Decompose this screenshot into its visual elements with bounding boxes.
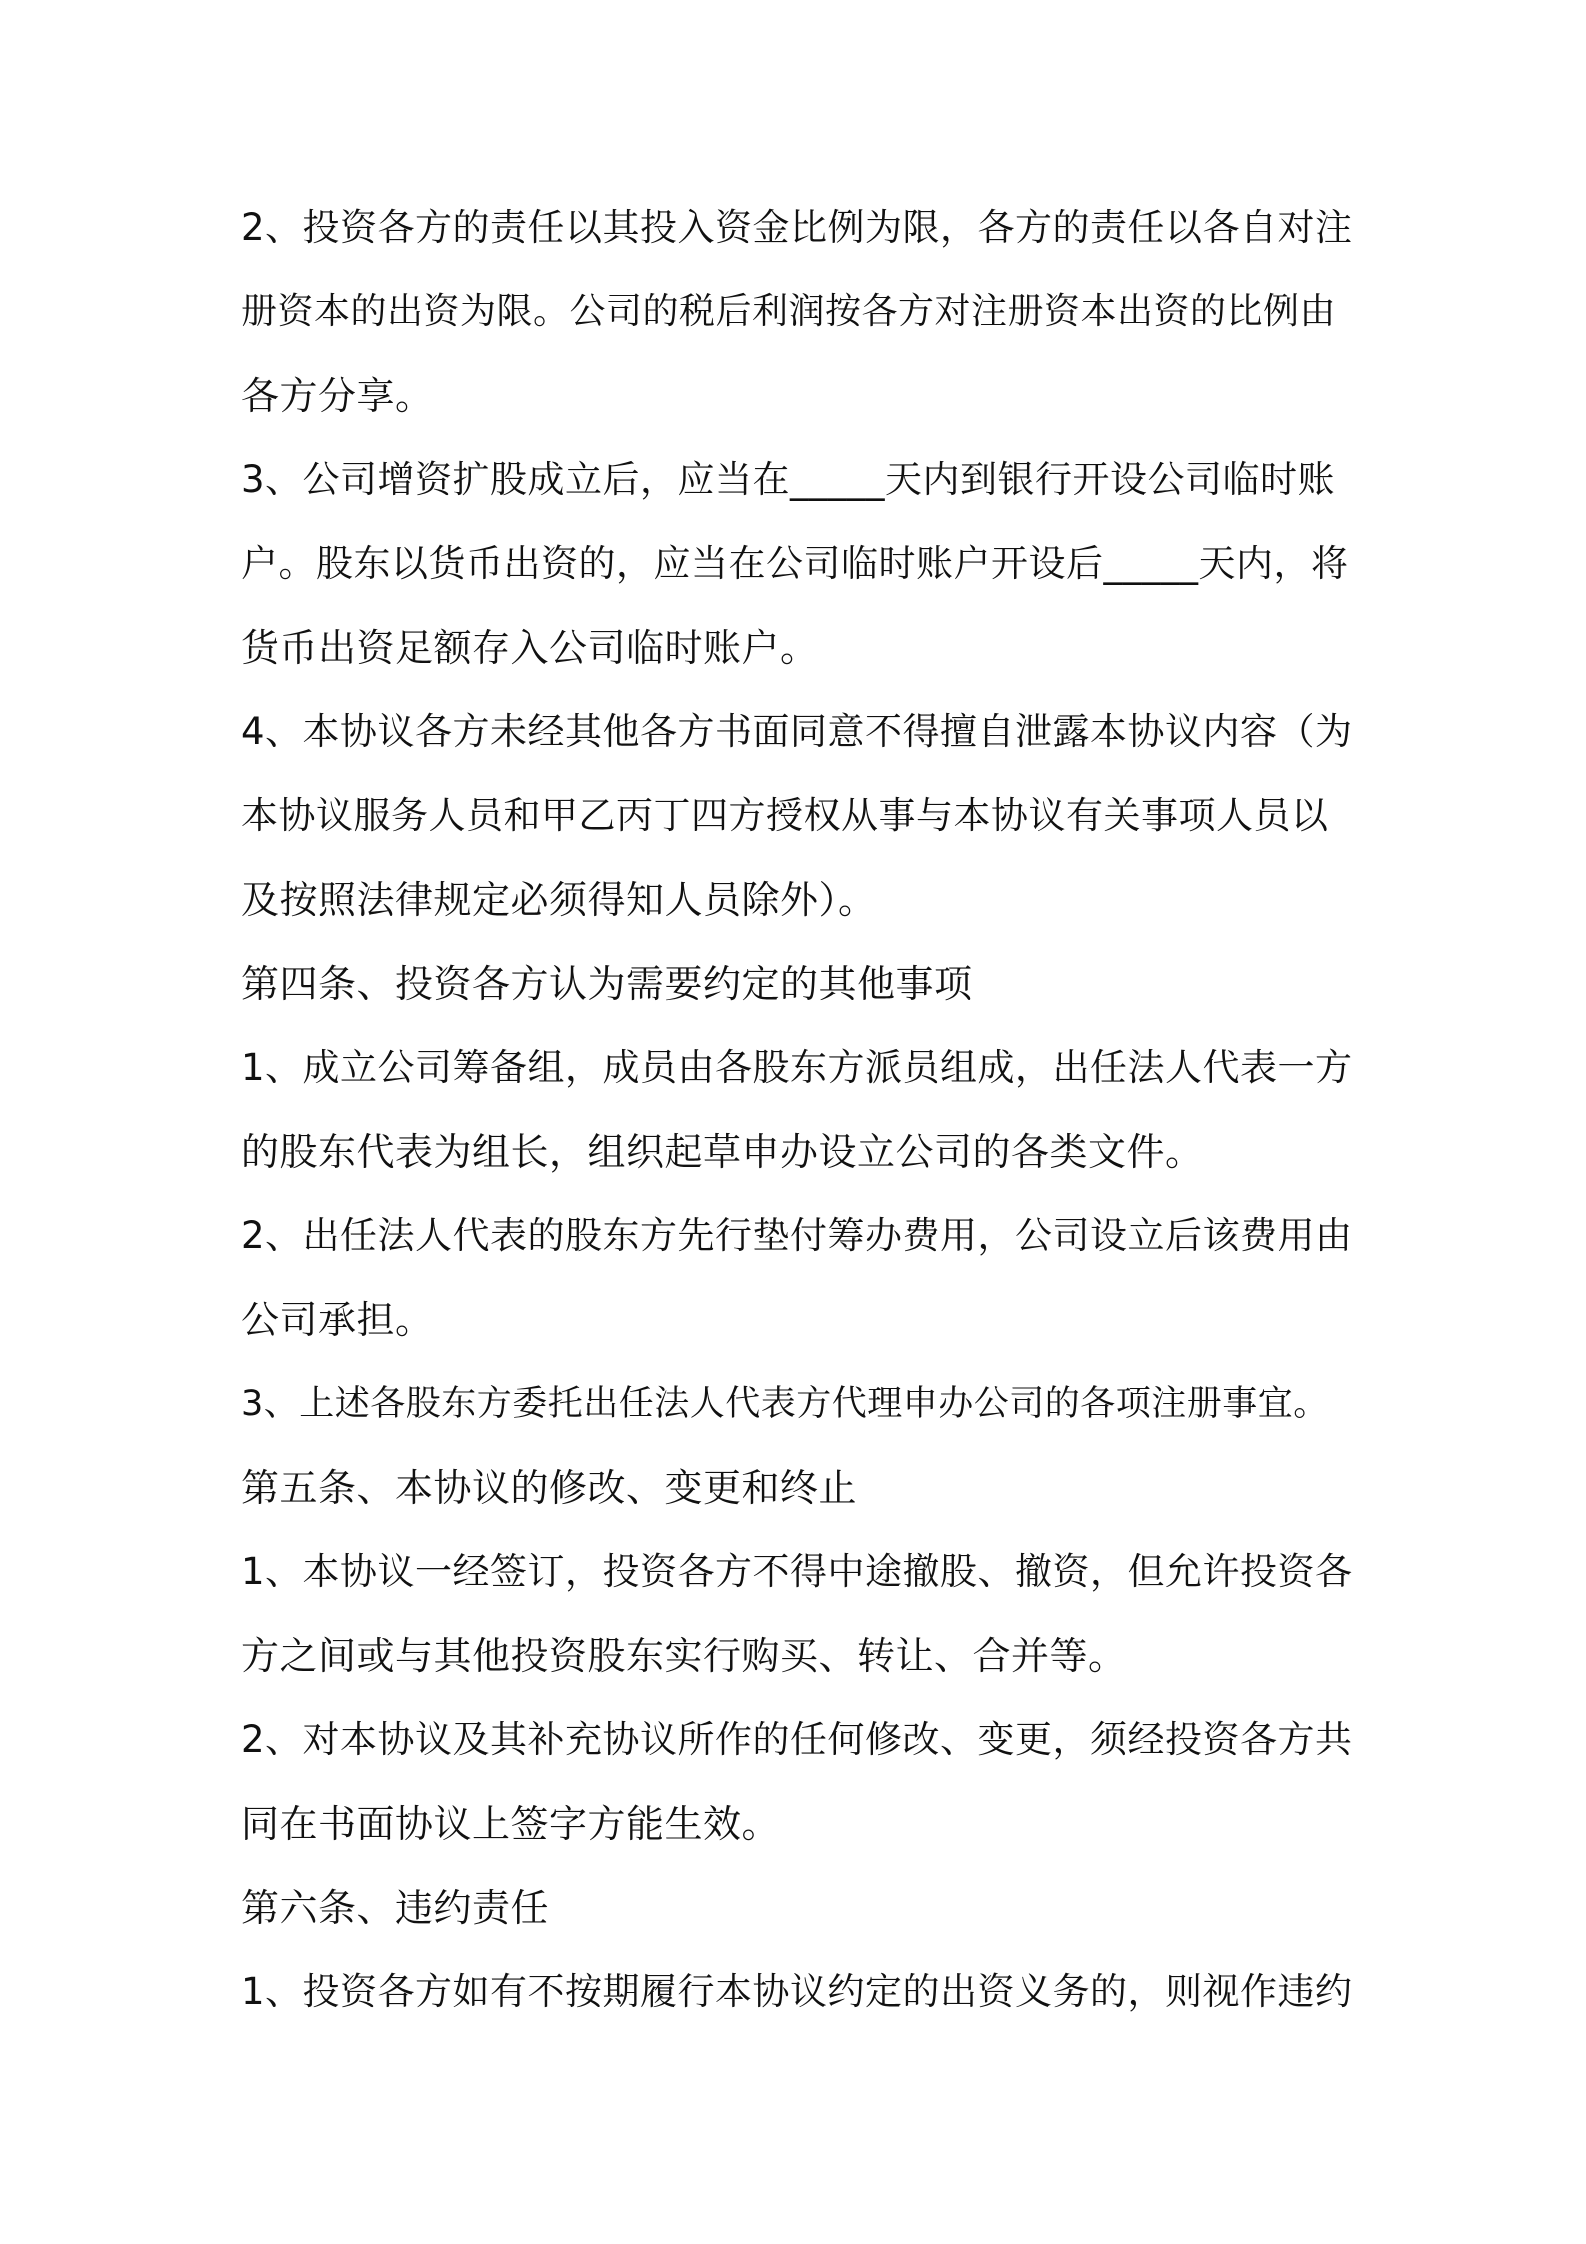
paragraph-line: 2、出任法人代表的股东方先行垫付筹办费用，公司设立后该费用由	[241, 1214, 1353, 1257]
paragraph-line: 方之间或与其他投资股东实行购买、转让、合并等。	[241, 1634, 1127, 1678]
paragraph-line: 3、上述各股东方委托出任法人代表方代理申办公司的各项注册事宜。	[241, 1384, 1329, 1424]
paragraph-line: 货币出资足额存入公司临时账户。	[241, 626, 819, 670]
paragraph-line: 2、投资各方的责任以其投入资金比例为限，各方的责任以各自对注	[241, 206, 1353, 249]
paragraph-line: 的股东代表为组长，组织起草申办设立公司的各类文件。	[241, 1130, 1204, 1174]
paragraph-line: 公司承担。	[241, 1298, 434, 1342]
section-heading: 第六条、违约责任	[241, 1886, 550, 1930]
paragraph-line: 本协议服务人员和甲乙丙丁四方授权从事与本协议有关事项人员以	[241, 794, 1329, 837]
section-heading: 第五条、本协议的修改、变更和终止	[241, 1466, 858, 1510]
section-heading: 第四条、投资各方认为需要约定的其他事项	[241, 962, 973, 1006]
paragraph-line: 同在书面协议上签字方能生效。	[241, 1802, 781, 1846]
paragraph-line: 1、成立公司筹备组，成员由各股东方派员组成，出任法人代表一方	[241, 1046, 1353, 1089]
paragraph-line: 3、公司增资扩股成立后，应当在_____天内到银行开设公司临时账	[241, 458, 1336, 501]
paragraph-line: 户。股东以货币出资的，应当在公司临时账户开设后_____天内，将	[241, 542, 1349, 585]
paragraph-line: 1、本协议一经签订，投资各方不得中途撤股、撤资，但允许投资各	[241, 1550, 1353, 1593]
paragraph-line: 各方分享。	[241, 374, 434, 418]
paragraph-line: 2、对本协议及其补充协议所作的任何修改、变更，须经投资各方共	[241, 1718, 1353, 1761]
paragraph-line: 1、投资各方如有不按期履行本协议约定的出资义务的，则视作违约	[241, 1970, 1353, 2013]
paragraph-line: 4、本协议各方未经其他各方书面同意不得擅自泄露本协议内容（为	[241, 710, 1353, 753]
paragraph-line: 及按照法律规定必须得知人员除外）。	[241, 878, 877, 922]
paragraph-line: 册资本的出资为限。公司的税后利润按各方对注册资本出资的比例由	[241, 291, 1337, 332]
